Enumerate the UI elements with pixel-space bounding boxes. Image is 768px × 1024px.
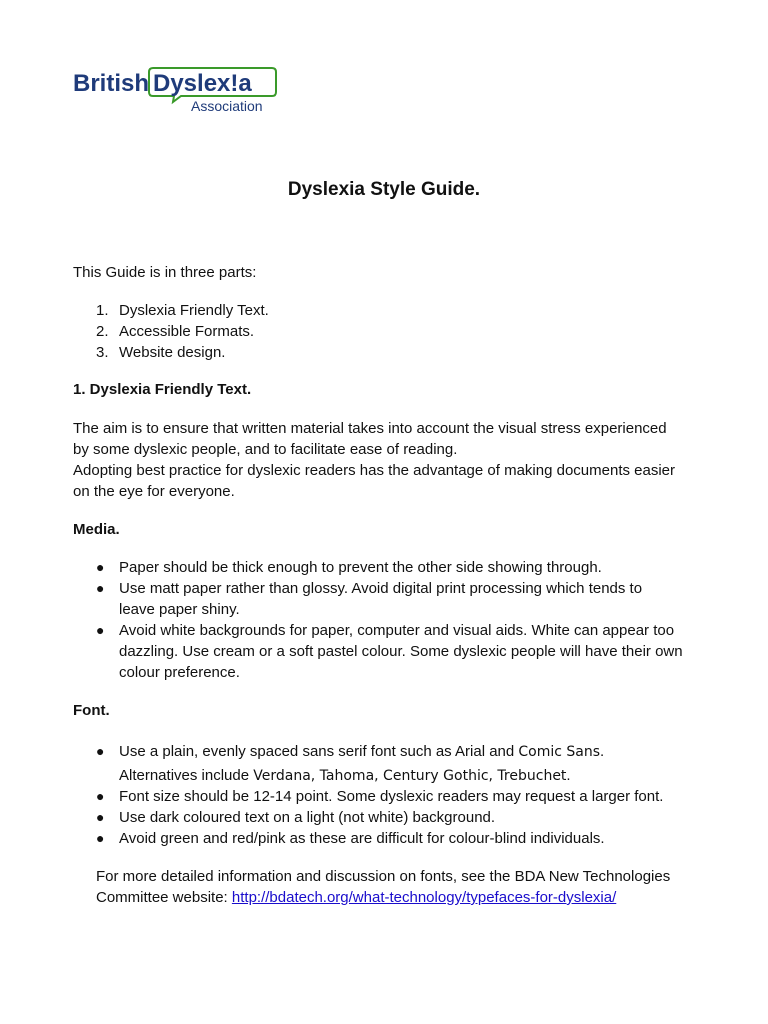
media-heading: Media. — [73, 521, 120, 538]
bullet-item — [96, 807, 716, 828]
paragraph-line: on the eye for everyone. — [73, 483, 235, 500]
bullet-text: Use dark coloured text on a light (not white) background. — [119, 809, 496, 826]
bullet-icon: ● — [96, 809, 105, 825]
bullet-icon: ● — [96, 743, 105, 759]
bullet-item — [96, 578, 716, 620]
bullet-text: Avoid white backgrounds for paper, computer and visual aids. White can appear too dazzling. Use cream or a soft pastel colour. Some dyslexic people will have their own colour preference. — [119, 622, 683, 681]
logo-word-association: Association — [191, 98, 263, 114]
bullet-icon: ● — [96, 622, 105, 638]
bullet-icon: ● — [96, 830, 105, 846]
more-info-text: For more detailed information and discussion on fonts, see the BDA New Technologies — [96, 868, 671, 885]
bullet-text — [119, 740, 716, 788]
bullet-text-part: Use a plain, evenly spaced sans serif font such as Arial and — [119, 743, 519, 760]
logo-word-dyslexia: Dyslex!a — [153, 70, 252, 97]
paragraph-line: Adopting best practice for dyslexic readers has the advantage of making documents easier — [73, 462, 676, 479]
bullet-item — [96, 740, 716, 788]
list-number: 2. — [96, 323, 109, 340]
bullet-text: Avoid green and red/pink as these are difficult for colour-blind individuals. — [119, 830, 605, 847]
list-label: Dyslexia Friendly Text. — [119, 302, 269, 319]
intro-text: This Guide is in three parts: — [73, 264, 257, 281]
page-title: Dyslexia Style Guide. — [287, 179, 481, 200]
bdatech-link[interactable]: http://bdatech.org/what-technology/typefaces-for-dyslexia/ — [231, 889, 617, 906]
bullet-text-part: . — [566, 767, 571, 784]
bullet-text-part: Alternatives include — [119, 767, 254, 784]
list-number: 1. — [96, 302, 109, 319]
paragraph-line: by some dyslexic people, and to facilitate ease of reading. — [73, 441, 458, 458]
bullet-text-part: . — [600, 743, 605, 760]
bullet-icon: ● — [96, 559, 105, 575]
bullet-item — [96, 786, 716, 807]
list-number: 3. — [96, 344, 109, 361]
bda-logo-graphic — [73, 64, 293, 120]
bullet-icon: ● — [96, 580, 105, 596]
bullet-text: Paper should be thick enough to prevent the other side showing through. — [119, 559, 602, 576]
bullet-item — [96, 557, 716, 578]
bullet-text: Use matt paper rather than glossy. Avoid digital print processing which tends to leave paper shiny. — [119, 580, 643, 618]
list-label: Accessible Formats. — [119, 323, 255, 340]
more-info-line — [96, 887, 616, 908]
bullet-item — [96, 620, 716, 683]
more-info-prefix: Committee website: — [96, 889, 232, 906]
bda-logo — [73, 64, 293, 120]
bullet-text: Font size should be 12-14 point. Some dyslexic readers may request a larger font. — [119, 788, 664, 805]
paragraph-line: The aim is to ensure that written material takes into account the visual stress experienced — [73, 420, 667, 437]
list-label: Website design. — [119, 344, 226, 361]
font-sample-comic-sans: Comic Sans — [518, 744, 601, 760]
font-heading: Font. — [73, 702, 110, 719]
logo-word-british: British — [73, 70, 150, 97]
section-heading: 1. Dyslexia Friendly Text. — [73, 381, 252, 398]
bullet-item — [96, 828, 716, 849]
font-sample-alternatives: Verdana, Tahoma, Century Gothic, Trebuchet — [253, 768, 567, 784]
bullet-icon: ● — [96, 788, 105, 804]
